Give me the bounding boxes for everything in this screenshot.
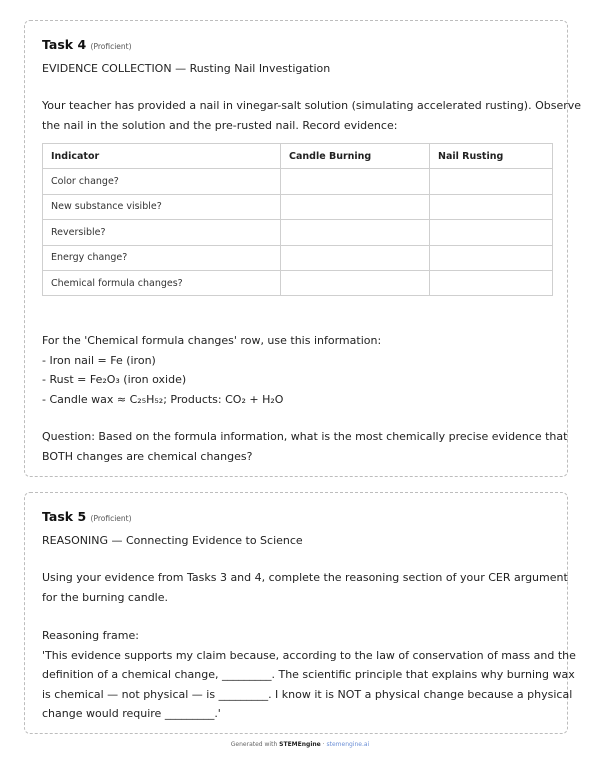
col-candle-burning: Candle Burning — [281, 144, 430, 169]
task-5-card — [24, 492, 576, 734]
candle-cell[interactable] — [281, 169, 430, 194]
candle-cell[interactable] — [281, 220, 430, 245]
formula-info — [42, 331, 557, 409]
candle-cell[interactable] — [281, 270, 430, 295]
task-4-card — [24, 20, 582, 477]
task-5-heading — [42, 509, 132, 524]
table-header-row — [43, 144, 553, 169]
table-row — [43, 194, 553, 219]
col-indicator: Indicator — [43, 144, 281, 169]
page-footer — [0, 741, 600, 748]
task-4-question — [42, 427, 568, 466]
table-row — [43, 169, 553, 194]
indicator-cell: Chemical formula changes? — [43, 270, 281, 295]
nail-cell[interactable] — [430, 245, 553, 270]
task-4-level: (Proficient) — [90, 42, 132, 51]
indicator-cell: New substance visible? — [43, 194, 281, 219]
question-line: BOTH changes are chemical changes? — [42, 449, 253, 463]
task-5-subtitle: REASONING — Connecting Evidence to Science — [42, 534, 303, 547]
candle-cell[interactable] — [281, 245, 430, 270]
col-nail-rusting: Nail Rusting — [430, 144, 553, 169]
task-4-heading — [42, 37, 132, 52]
table-row — [43, 245, 553, 270]
evidence-table — [42, 143, 553, 296]
task-4-intro — [42, 96, 582, 135]
reasoning-frame — [42, 626, 576, 724]
frame-line: definition of a chemical change, _________. The scientific principle that explains why burning wax — [42, 668, 575, 681]
indicator-cell: Color change? — [43, 169, 281, 194]
footer-separator: · — [322, 741, 325, 748]
frame-line: 'This evidence supports my claim because, according to the law of conservation of mass and the — [42, 648, 576, 662]
task-5-title: Task 5 — [42, 509, 87, 524]
footer-brand: STEMEngine — [279, 741, 321, 748]
candle-cell[interactable] — [281, 194, 430, 219]
table-row — [43, 220, 553, 245]
indicator-cell: Reversible? — [43, 220, 281, 245]
table-row — [43, 270, 553, 295]
question-line: Question: Based on the formula information, what is the most chemically precise evidence that — [42, 430, 568, 443]
info-line: - Rust = Fe₂O₃ (iron oxide) — [42, 373, 187, 386]
intro-line: for the burning candle. — [42, 590, 168, 604]
frame-line: Reasoning frame: — [42, 629, 139, 642]
nail-cell[interactable] — [430, 220, 553, 245]
frame-line: is chemical — not physical — is _________. I know it is NOT a physical change because a physical — [42, 687, 573, 701]
footer-link[interactable]: stemengine.ai — [326, 741, 370, 748]
info-line: - Candle wax ≈ C₂₅H₅₂; Products: CO₂ + H₂O — [42, 392, 284, 406]
frame-line: change would require _________.' — [42, 707, 221, 720]
footer-prefix: Generated with — [230, 741, 278, 748]
info-line: For the 'Chemical formula changes' row, use this information: — [42, 334, 382, 347]
task-4-title: Task 4 — [42, 37, 87, 52]
task-5-intro — [42, 568, 568, 607]
intro-line: Using your evidence from Tasks 3 and 4, complete the reasoning section of your CER argument — [42, 571, 568, 584]
info-line: - Iron nail = Fe (iron) — [42, 353, 156, 367]
task-4-subtitle: EVIDENCE COLLECTION — Rusting Nail Investigation — [42, 62, 331, 75]
indicator-cell: Energy change? — [43, 245, 281, 270]
nail-cell[interactable] — [430, 169, 553, 194]
nail-cell[interactable] — [430, 270, 553, 295]
nail-cell[interactable] — [430, 194, 553, 219]
intro-line: the nail in the solution and the pre-rusted nail. Record evidence: — [42, 118, 398, 132]
task-5-level: (Proficient) — [90, 514, 132, 523]
intro-line: Your teacher has provided a nail in vinegar-salt solution (simulating accelerated rusting). Observe — [42, 99, 582, 112]
